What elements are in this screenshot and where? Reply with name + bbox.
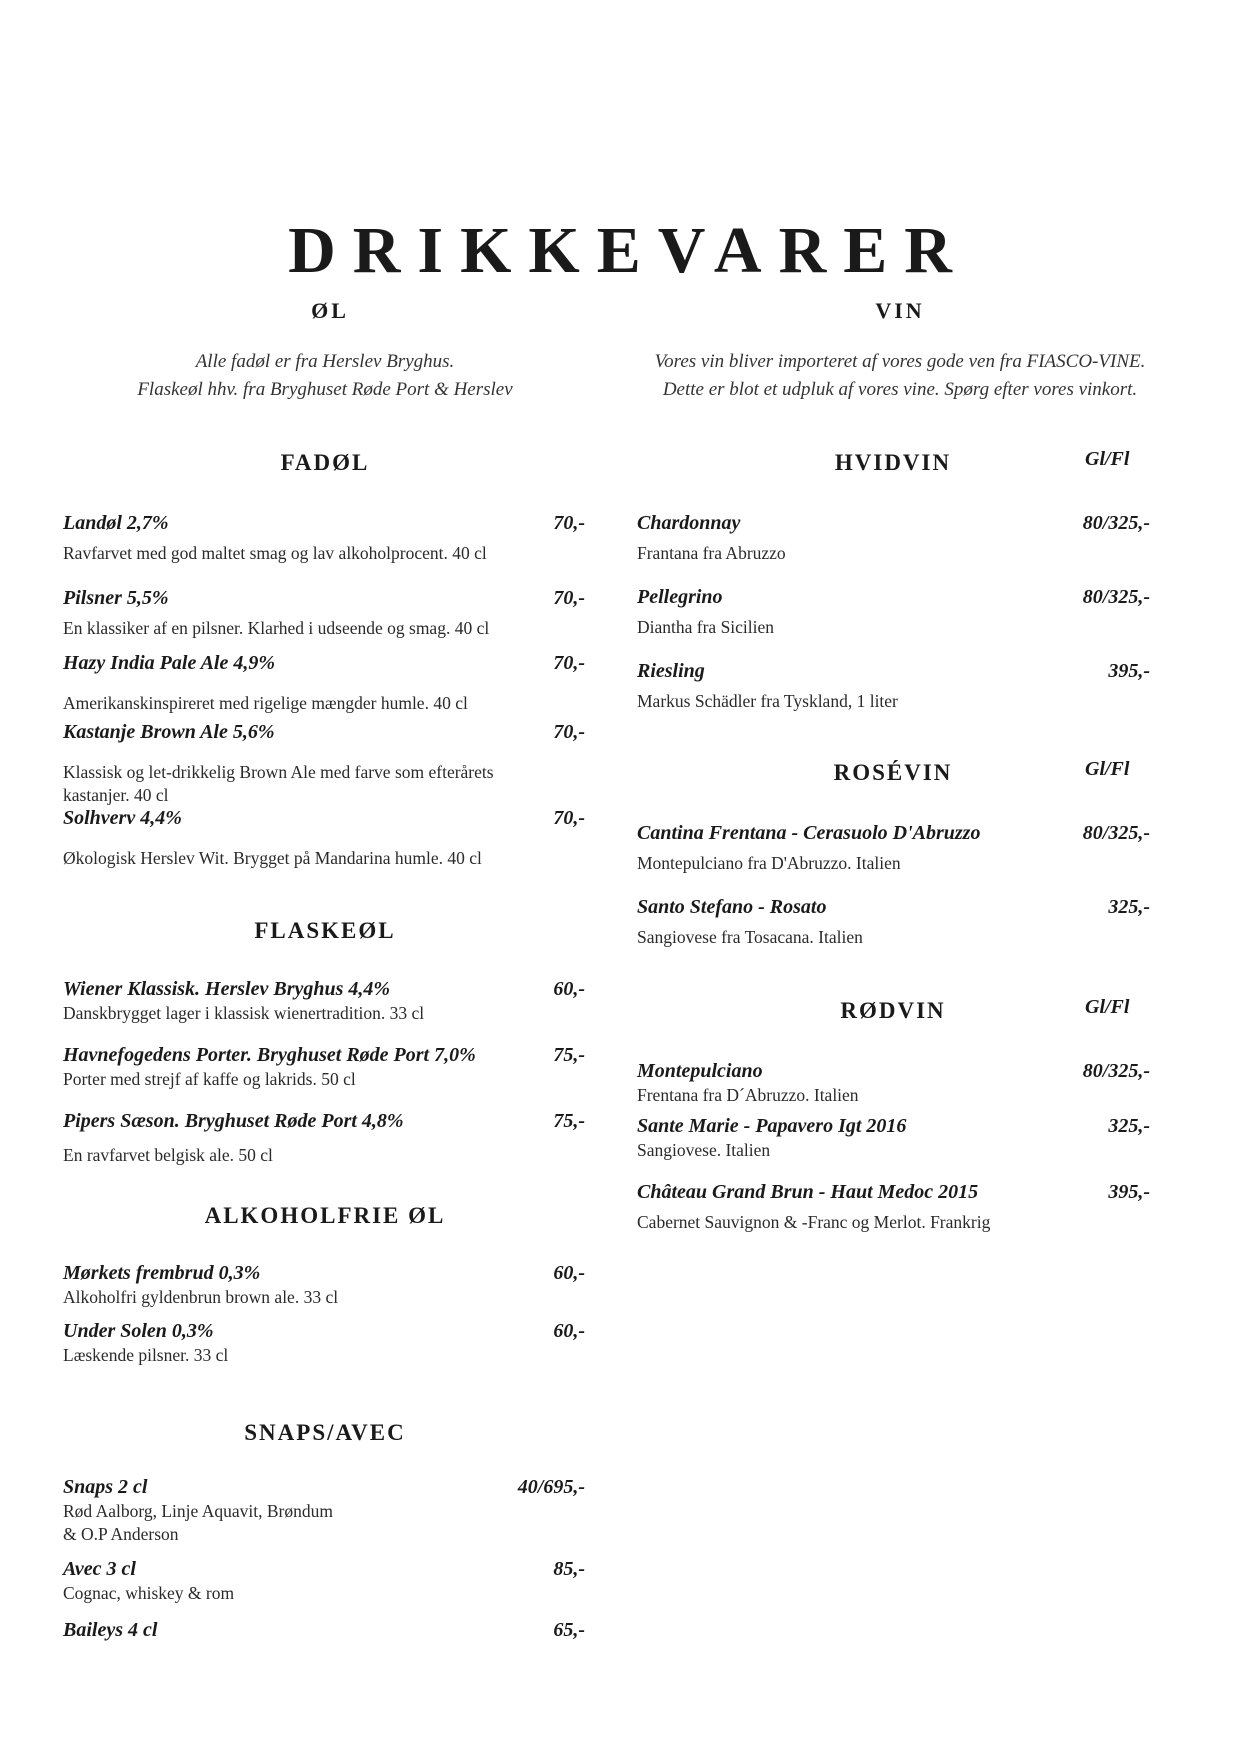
section-title: ROSÉVIN bbox=[833, 760, 953, 785]
item-description bbox=[63, 1582, 543, 1605]
item-description-line: Cognac, whiskey & rom bbox=[63, 1583, 235, 1603]
section-title: RØDVIN bbox=[840, 998, 946, 1023]
item-name: Snaps 2 cl bbox=[63, 1476, 148, 1498]
wine-heading: VIN bbox=[875, 298, 925, 323]
item-description-line: Sangiovese. Italien bbox=[637, 1140, 771, 1160]
item-name: Château Grand Brun - Haut Medoc 2015 bbox=[637, 1181, 979, 1203]
item-name: Baileys 4 cl bbox=[63, 1619, 158, 1641]
item-description-line: Montepulciano fra D'Abruzzo. Italien bbox=[637, 853, 901, 873]
menu-item bbox=[63, 1476, 585, 1544]
glass-bottle-label: Gl/Fl bbox=[1085, 758, 1130, 780]
item-name: Solhverv 4,4% bbox=[63, 807, 182, 829]
item-price: 60,- bbox=[553, 1262, 585, 1284]
item-price: 80/325,- bbox=[1082, 1060, 1150, 1082]
item-description-line: Danskbrygget lager i klassisk wienertradition. 33 cl bbox=[63, 1003, 425, 1023]
item-name: Under Solen 0,3% bbox=[63, 1320, 214, 1342]
item-name: Havnefogedens Porter. Bryghuset Røde Port 7,0% bbox=[63, 1044, 476, 1066]
item-name: Pellegrino bbox=[637, 586, 723, 608]
item-description bbox=[63, 1002, 543, 1025]
item-price: 60,- bbox=[553, 1320, 585, 1342]
item-name: Wiener Klassisk. Herslev Bryghus 4,4% bbox=[63, 978, 391, 1000]
beer-intro-line: Flaskeøl hhv. fra Bryghuset Røde Port & Herslev bbox=[137, 379, 513, 400]
item-price: 75,- bbox=[553, 1110, 585, 1132]
item-name: Riesling bbox=[637, 660, 705, 682]
item-name: Pilsner 5,5% bbox=[63, 587, 169, 609]
item-price: 65,- bbox=[553, 1619, 585, 1641]
item-name: Montepulciano bbox=[637, 1060, 763, 1082]
item-description bbox=[63, 847, 543, 870]
item-description bbox=[63, 1068, 543, 1091]
item-name: Pipers Sæson. Bryghuset Røde Port 4,8% bbox=[63, 1110, 404, 1132]
item-price: 70,- bbox=[553, 807, 585, 829]
item-description bbox=[637, 1211, 1087, 1234]
wine-intro-line: Dette er blot et udpluk af vores vine. Spørg efter vores vinkort. bbox=[662, 379, 1138, 400]
item-name: Kastanje Brown Ale 5,6% bbox=[63, 721, 275, 743]
item-description-line: Ravfarvet med god maltet smag og lav alkoholprocent. 40 cl bbox=[63, 543, 487, 563]
menu-item bbox=[63, 652, 585, 713]
beer-intro-line: Alle fadøl er fra Herslev Bryghus. bbox=[195, 351, 455, 372]
menu-item bbox=[63, 512, 585, 563]
item-price: 70,- bbox=[553, 512, 585, 534]
item-price: 80/325,- bbox=[1082, 512, 1150, 534]
menu-item bbox=[63, 721, 585, 805]
item-description-line: Sangiovese fra Tosacana. Italien bbox=[637, 927, 863, 947]
item-description bbox=[63, 761, 543, 807]
item-description-line: & O.P Anderson bbox=[63, 1524, 179, 1544]
item-price: 70,- bbox=[553, 652, 585, 674]
section-title: ALKOHOLFRIE ØL bbox=[204, 1203, 446, 1228]
item-name: Mørkets frembrud 0,3% bbox=[63, 1262, 261, 1284]
menu-item bbox=[63, 1558, 585, 1603]
item-description-line: En klassiker af en pilsner. Klarhed i udseende og smag. 40 cl bbox=[63, 618, 490, 638]
item-name: Sante Marie - Papavero Igt 2016 bbox=[637, 1115, 907, 1137]
item-description bbox=[63, 542, 543, 565]
section-title: HVIDVIN bbox=[834, 450, 952, 475]
item-price: 325,- bbox=[1108, 1115, 1150, 1137]
item-description bbox=[637, 690, 1087, 713]
item-price: 80/325,- bbox=[1082, 822, 1150, 844]
item-description bbox=[63, 1286, 543, 1309]
item-name: Cantina Frentana - Cerasuolo D'Abruzzo bbox=[637, 822, 981, 844]
menu-item bbox=[637, 896, 1150, 947]
menu-item bbox=[637, 1181, 1150, 1232]
item-price: 70,- bbox=[553, 721, 585, 743]
glass-bottle-label: Gl/Fl bbox=[1085, 448, 1130, 470]
item-description-line: Alkoholfri gyldenbrun brown ale. 33 cl bbox=[63, 1287, 339, 1307]
item-name: Chardonnay bbox=[637, 512, 741, 534]
beer-heading: ØL bbox=[311, 298, 349, 323]
item-description bbox=[63, 1144, 543, 1167]
item-description-line: En ravfarvet belgisk ale. 50 cl bbox=[63, 1145, 273, 1165]
item-description-line: Økologisk Herslev Wit. Brygget på Mandarina humle. 40 cl bbox=[63, 848, 482, 868]
item-description bbox=[63, 617, 543, 640]
item-description-line: Diantha fra Sicilien bbox=[637, 617, 775, 637]
item-price: 395,- bbox=[1108, 1181, 1150, 1203]
item-price: 85,- bbox=[553, 1558, 585, 1580]
menu-item bbox=[63, 1262, 585, 1307]
item-description bbox=[637, 616, 1087, 639]
item-description-line: Læskende pilsner. 33 cl bbox=[63, 1345, 229, 1365]
item-price: 80/325,- bbox=[1082, 586, 1150, 608]
menu-item bbox=[63, 1044, 585, 1089]
menu-item bbox=[63, 1320, 585, 1365]
item-description-line: Cabernet Sauvignon & -Franc og Merlot. Frankrig bbox=[637, 1212, 991, 1232]
wine-intro bbox=[620, 348, 1180, 404]
section-title: SNAPS/AVEC bbox=[244, 1420, 406, 1445]
page-title: DRIKKEVARER bbox=[288, 214, 969, 287]
item-description bbox=[63, 1344, 543, 1367]
item-description-line: Frentana fra D´Abruzzo. Italien bbox=[637, 1085, 859, 1105]
item-description-line: Markus Schädler fra Tyskland, 1 liter bbox=[637, 691, 898, 711]
item-description-line: kastanjer. 40 cl bbox=[63, 785, 169, 805]
item-price: 40/695,- bbox=[517, 1476, 585, 1498]
glass-bottle-label: Gl/Fl bbox=[1085, 996, 1130, 1018]
item-description-line: Frantana fra Abruzzo bbox=[637, 543, 786, 563]
item-name: Santo Stefano - Rosato bbox=[637, 896, 827, 918]
section-title: FADØL bbox=[280, 450, 370, 475]
item-description bbox=[637, 1084, 1087, 1107]
menu-item bbox=[63, 1619, 585, 1642]
menu-item bbox=[637, 512, 1150, 563]
item-name: Avec 3 cl bbox=[63, 1558, 136, 1580]
item-description-line: Rød Aalborg, Linje Aquavit, Brøndum bbox=[63, 1501, 333, 1521]
menu-item bbox=[637, 1060, 1150, 1105]
beer-intro bbox=[60, 348, 590, 404]
item-description bbox=[637, 852, 1087, 875]
item-name: Landøl 2,7% bbox=[63, 512, 169, 534]
menu-item bbox=[63, 807, 585, 868]
menu-item bbox=[637, 1115, 1150, 1160]
item-price: 75,- bbox=[553, 1044, 585, 1066]
section-title: FLASKEØL bbox=[254, 918, 396, 943]
item-description bbox=[63, 1500, 543, 1546]
item-price: 395,- bbox=[1108, 660, 1150, 682]
item-description bbox=[637, 542, 1087, 565]
item-price: 70,- bbox=[553, 587, 585, 609]
item-description bbox=[637, 926, 1087, 949]
item-description-line: Klassisk og let-drikkelig Brown Ale med farve som efterårets bbox=[63, 762, 494, 782]
item-price: 325,- bbox=[1108, 896, 1150, 918]
menu-item bbox=[637, 822, 1150, 873]
item-description-line: Porter med strejf af kaffe og lakrids. 50 cl bbox=[63, 1069, 356, 1089]
item-name: Hazy India Pale Ale 4,9% bbox=[63, 652, 276, 674]
menu-item bbox=[63, 1110, 585, 1165]
item-description bbox=[63, 692, 543, 715]
item-description-line: Amerikanskinspireret med rigelige mængder humle. 40 cl bbox=[63, 693, 468, 713]
menu-item bbox=[637, 586, 1150, 637]
menu-item bbox=[63, 978, 585, 1023]
menu-item bbox=[637, 660, 1150, 711]
item-description bbox=[637, 1139, 1087, 1162]
item-price: 60,- bbox=[553, 978, 585, 1000]
wine-intro-line: Vores vin bliver importeret af vores gode ven fra FIASCO-VINE. bbox=[654, 351, 1146, 372]
menu-item bbox=[63, 587, 585, 638]
